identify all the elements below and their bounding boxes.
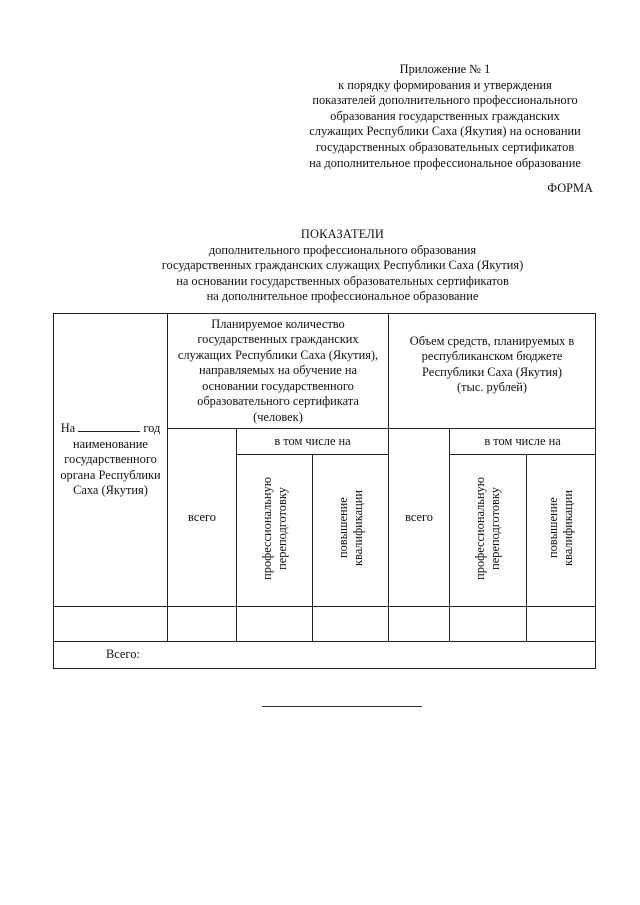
header-including-count: в том числе на [237,429,389,455]
header-year-suffix: год [143,421,161,436]
table-cell [527,607,596,642]
header-planned-funds [389,314,596,429]
header-retraining-funds [450,455,527,607]
appendix-line: к порядку формирования и утверждения [338,77,552,92]
table-cell [237,607,313,642]
header-organ-name [54,314,168,607]
header-line: республиканском бюджете [421,349,563,364]
header-organ-line: Саха (Якутия) [73,483,148,498]
table-cell [168,607,237,642]
title-line: государственных гражданских служащих Республики Саха (Якутия) [161,258,524,273]
header-organ-line: государственного [64,452,157,467]
header-year-prefix: На [60,421,76,436]
header-line: (тыс. рублей) [457,380,528,395]
year-blank-line [78,421,140,432]
header-line: образовательного сертификата [197,394,359,409]
vertical-line: повышение [546,497,561,559]
header-line: государственных гражданских [197,332,359,347]
indicators-table [53,313,596,669]
vertical-line: переподготовку [274,486,289,570]
appendix-line: служащих Республики Саха (Якутия) на основании [309,124,581,139]
header-retraining-count [237,455,313,607]
header-organ-line: органа Республики [60,467,161,482]
vertical-line: профессиональную [473,476,488,580]
vertical-line: квалификации [350,490,365,567]
appendix-line: показателей дополнительного профессионального [312,93,578,108]
header-total-funds: всего [389,429,450,607]
vertical-line: переподготовку [488,486,503,570]
table-cell [450,607,527,642]
header-line: (человек) [253,409,303,424]
table-row [54,607,596,642]
header-line: служащих Республики Саха (Якутия), [177,347,379,362]
title-line: на основании государственных образовательных сертификатов [176,273,509,288]
header-qualification-count [313,455,389,607]
header-line: Планируемое количество [211,317,345,332]
header-including-funds: в том числе на [450,429,596,455]
vertical-line: квалификации [561,490,576,567]
footer-separator [262,706,422,707]
appendix-line: государственных образовательных сертификатов [315,139,575,154]
header-line: Республики Саха (Якутия) [422,364,562,379]
vertical-line: повышение [335,497,350,559]
appendix-header [290,62,600,171]
table-cell [54,607,168,642]
header-organ-line: наименование [73,436,148,451]
title-line: дополнительного профессионального образования [208,242,477,257]
title-main: ПОКАЗАТЕЛИ [300,227,385,241]
table-cell [389,607,450,642]
header-planned-count [168,314,389,429]
vertical-line: профессиональную [259,476,274,580]
total-row [54,642,596,669]
total-row-label: Всего: [54,642,596,669]
header-total-count: всего [168,429,237,607]
header-line: Объем средств, планируемых в [409,334,575,348]
appendix-line: на дополнительное профессиональное образование [309,155,581,170]
header-line: направляемых на обучение на [199,363,357,378]
form-label: ФОРМА [547,181,593,195]
document-title [100,227,585,305]
appendix-line: образования государственных гражданских [330,108,560,123]
title-line: на дополнительное профессиональное образование [206,289,479,304]
header-qualification-funds [527,455,596,607]
header-line: основании государственного [202,378,354,393]
table-cell [313,607,389,642]
appendix-line: Приложение № 1 [399,62,491,76]
